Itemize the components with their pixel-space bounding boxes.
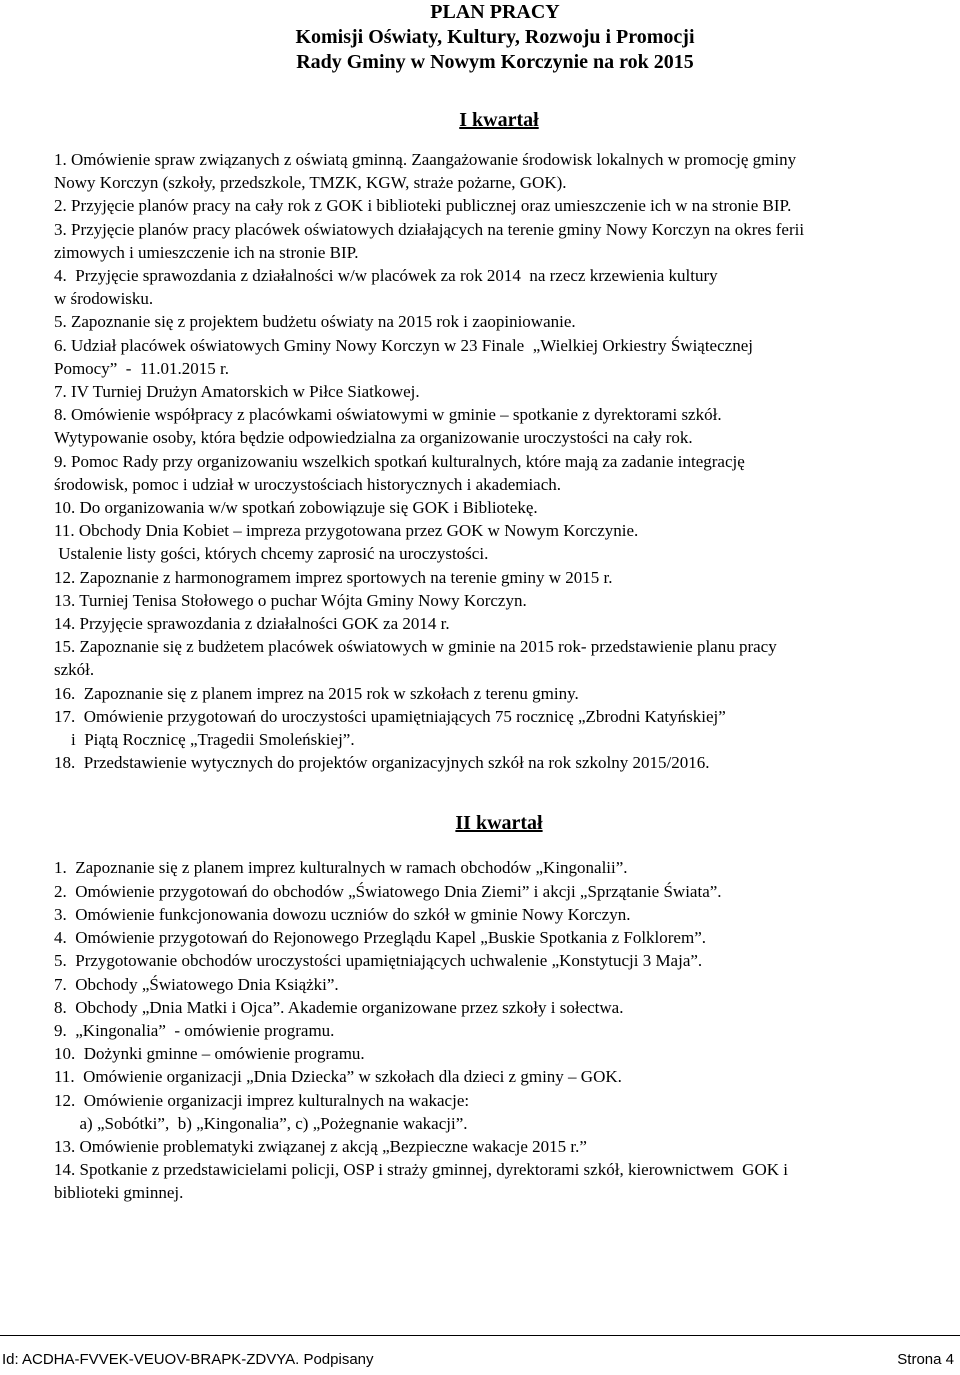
list-item-text: 11. Obchody Dnia Kobiet – impreza przygotowana przez GOK w Nowym Korczynie. xyxy=(54,521,639,541)
list-item xyxy=(54,148,944,194)
list-item xyxy=(54,1089,944,1135)
list-item-continuation: środowisk, pomoc i udział w uroczystościach historycznych i akademiach. xyxy=(54,474,562,494)
page-footer xyxy=(0,1335,960,1367)
list-item-continuation: zimowych i umieszczenie ich na stronie BIP. xyxy=(54,242,359,262)
list-item-continuation: Wytypowanie osoby, która będzie odpowiedzialna za organizowanie uroczystości na cały rok. xyxy=(54,428,693,448)
list-item xyxy=(54,566,944,589)
list-item-continuation: Ustalenie listy gości, których chcemy zaprosić na uroczystości. xyxy=(54,544,489,564)
list-item-text: 14. Spotkanie z przedstawicielami policji, OSP i straży gminnej, dyrektorami szkół, kierownictwem GOK i xyxy=(54,1160,788,1180)
list-item-continuation: Nowy Korczyn (szkoły, przedszkole, TMZK, KGW, straże pożarne, GOK). xyxy=(54,173,567,193)
list-item xyxy=(54,682,944,705)
list-item-text: 11. Omówienie organizacji „Dnia Dziecka” w szkołach dla dzieci z gminy – GOK. xyxy=(54,1067,622,1087)
list-item-continuation: i Piątą Rocznicę „Tragedii Smoleńskiej”. xyxy=(54,730,355,750)
list-item xyxy=(54,450,944,496)
list-item-text: 5. Zapoznanie się z projektem budżetu oświaty na 2015 rok i zaopiniowanie. xyxy=(54,312,576,332)
list-item xyxy=(54,380,944,403)
list-item xyxy=(54,1065,944,1088)
list-item-text: 14. Przyjęcie sprawozdania z działalności GOK za 2014 r. xyxy=(54,614,450,634)
list-item-continuation: szkół. xyxy=(54,660,95,680)
list-item xyxy=(54,751,944,774)
list-item xyxy=(54,635,944,681)
list-item xyxy=(54,880,944,903)
list-item xyxy=(54,194,944,217)
list-item xyxy=(54,903,944,926)
list-item-text: 8. Omówienie współpracy z placówkami oświatowymi w gminie – spotkanie z dyrektorami szkół. xyxy=(54,405,722,425)
list-item-text: 3. Omówienie funkcjonowania dowozu uczniów do szkół w gminie Nowy Korczyn. xyxy=(54,904,631,924)
document-subtitle-council: Rady Gminy w Nowym Korczynie na rok 2015 xyxy=(296,51,694,73)
document-id: Id: ACDHA-FVVEK-VEUOV-BRAPK-ZDVYA. Podpisany xyxy=(2,1351,374,1368)
list-item xyxy=(54,1158,944,1204)
list-item-continuation: w środowisku. xyxy=(54,289,154,309)
list-item-text: 9. „Kingonalia” - omówienie programu. xyxy=(54,1020,335,1040)
list-item-continuation: biblioteki gminnej. xyxy=(54,1183,184,1203)
list-item xyxy=(54,1042,944,1065)
list-item-text: 9. Pomoc Rady przy organizowaniu wszelkich spotkań kulturalnych, które mają za zadanie integrację xyxy=(54,451,745,471)
list-item-text: 2. Omówienie przygotowań do obchodów „Światowego Dnia Ziemi” i akcji „Sprzątanie Świata”. xyxy=(54,881,722,901)
quarter-1-title: I kwartał xyxy=(459,109,539,131)
document-title: PLAN PRACY xyxy=(430,1,560,23)
list-item xyxy=(54,519,944,565)
list-item-text: 7. Obchody „Światowego Dnia Książki”. xyxy=(54,974,339,994)
list-item xyxy=(54,973,944,996)
list-item xyxy=(54,856,944,879)
list-item-text: 15. Zapoznanie się z budżetem placówek oświatowych w gminie na 2015 rok- przedstawienie planu pracy xyxy=(54,637,777,657)
quarter-1-list xyxy=(54,148,944,774)
list-item-text: 12. Omówienie organizacji imprez kulturalnych na wakacje: xyxy=(54,1090,470,1110)
list-item xyxy=(54,218,944,264)
quarter-2-title: II kwartał xyxy=(455,812,543,835)
list-item-text: 2. Przyjęcie planów pracy na cały rok z GOK i biblioteki publicznej oraz umieszczenie ich w na stronie BIP. xyxy=(54,196,792,216)
list-item xyxy=(54,589,944,612)
list-item-text: 1. Omówienie spraw związanych z oświatą gminną. Zaangażowanie środowisk lokalnych w promocję gminy xyxy=(54,150,797,169)
list-item-text: 7. IV Turniej Drużyn Amatorskich w Piłce Siatkowej. xyxy=(54,382,420,402)
list-item xyxy=(54,1135,944,1158)
list-item xyxy=(54,310,944,333)
list-item-text: 1. Zapoznanie się z planem imprez kulturalnych w ramach obchodów „Kingonalii”. xyxy=(54,858,628,878)
list-item xyxy=(54,705,944,751)
list-item-text: 10. Do organizowania w/w spotkań zobowiązuje się GOK i Bibliotekę. xyxy=(54,498,538,518)
list-item-continuation: Pomocy” - 11.01.2015 r. xyxy=(54,358,230,378)
list-item-text: 8. Obchody „Dnia Matki i Ojca”. Akademie organizowane przez szkoły i sołectwa. xyxy=(54,997,624,1017)
list-item-text: 10. Dożynki gminne – omówienie programu. xyxy=(54,1044,365,1064)
page-number: Strona 4 xyxy=(897,1351,954,1368)
list-item-text: 6. Udział placówek oświatowych Gminy Nowy Korczyn w 23 Finale „Wielkiej Orkiestry Świątecznej xyxy=(54,335,753,355)
list-item xyxy=(54,949,944,972)
list-item xyxy=(54,996,944,1019)
list-item xyxy=(54,926,944,949)
document-subtitle-commission: Komisji Oświaty, Kultury, Rozwoju i Promocji xyxy=(295,26,695,48)
list-item xyxy=(54,612,944,635)
list-item xyxy=(54,403,944,449)
list-item-continuation: a) „Sobótki”, b) „Kingonalia”, c) „Pożegnanie wakacji”. xyxy=(54,1113,468,1133)
list-item-text: 13. Turniej Tenisa Stołowego o puchar Wójta Gminy Nowy Korczyn. xyxy=(54,590,527,610)
list-item-text: 5. Przygotowanie obchodów uroczystości upamiętniających uchwalenie „Konstytucji 3 Maja”. xyxy=(54,951,703,971)
quarter-2-list xyxy=(54,856,944,1204)
list-item-text: 18. Przedstawienie wytycznych do projektów organizacyjnych szkół na rok szkolny 2015/2016. xyxy=(54,753,710,773)
list-item-text: 17. Omówienie przygotowań do uroczystości upamiętniających 75 rocznicę „Zbrodni Katyńskiej” xyxy=(54,706,726,726)
document-header xyxy=(30,0,960,75)
list-item-text: 13. Omówienie problematyki związanej z akcją „Bezpieczne wakacje 2015 r.” xyxy=(54,1136,587,1156)
list-item-text: 3. Przyjęcie planów pracy placówek oświatowych działających na terenie gminy Nowy Korczyn na okres ferii xyxy=(54,219,805,239)
list-item-text: 16. Zapoznanie się z planem imprez na 2015 rok w szkołach z terenu gminy. xyxy=(54,683,579,703)
list-item-text: 4. Omówienie przygotowań do Rejonowego Przeglądu Kapel „Buskie Spotkania z Folklorem”. xyxy=(54,928,706,948)
list-item xyxy=(54,496,944,519)
list-item xyxy=(54,264,944,310)
list-item-text: 4. Przyjęcie sprawozdania z działalności w/w placówek za rok 2014 na rzecz krzewienia kultury xyxy=(54,266,718,286)
list-item xyxy=(54,334,944,380)
list-item xyxy=(54,1019,944,1042)
list-item-text: 12. Zapoznanie z harmonogramem imprez sportowych na terenie gminy w 2015 r. xyxy=(54,567,613,587)
